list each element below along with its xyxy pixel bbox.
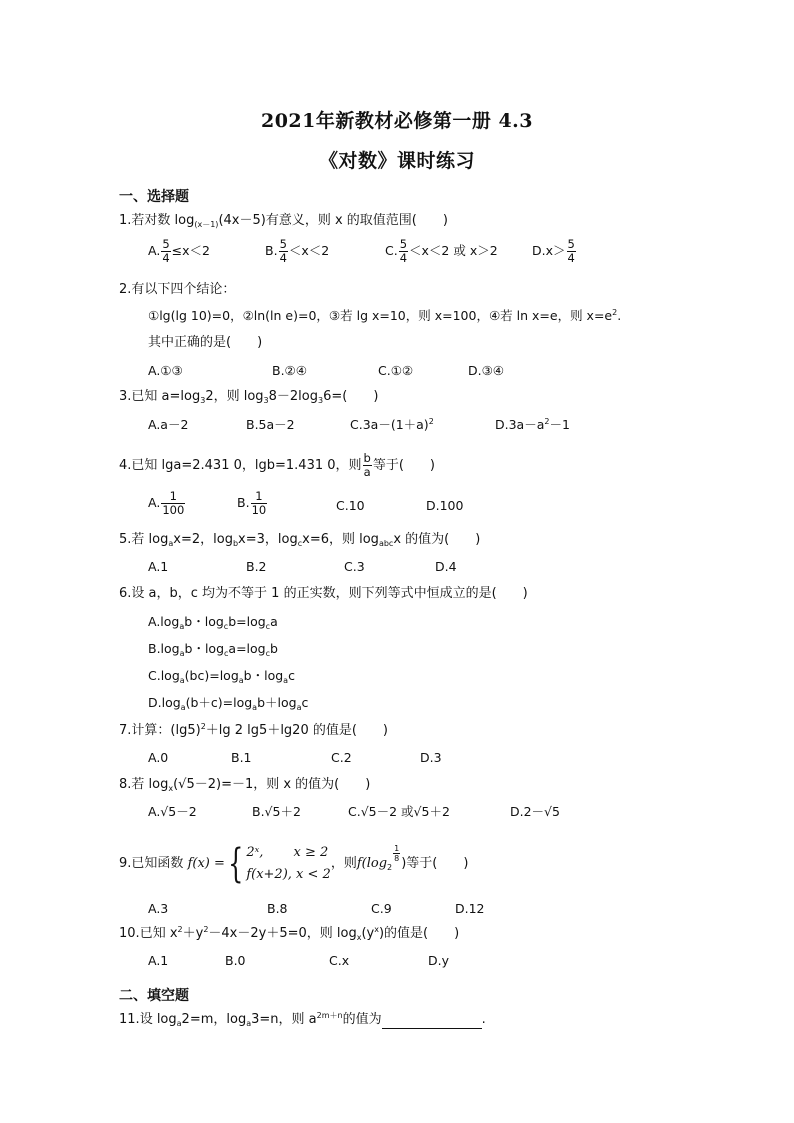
frac-num: 1: [394, 844, 400, 853]
q3-sub: 3: [318, 396, 324, 405]
frac-den: 4: [399, 251, 408, 265]
q1-option-a: [148, 238, 210, 265]
question-number: 4.: [119, 458, 132, 473]
q1-option-c: [385, 238, 498, 265]
question-4: [119, 452, 435, 479]
q6-text: b＋log: [257, 695, 297, 710]
frac-den: a: [363, 465, 371, 479]
frac-num: 1: [251, 490, 268, 504]
q10-sup: x: [374, 925, 379, 934]
question-7: [119, 722, 388, 740]
q1-optA-rest: ≤x＜2: [171, 243, 210, 258]
q3-text: 6=( ): [323, 389, 379, 404]
q6-text: c: [288, 668, 295, 683]
q6-option-c: [148, 667, 295, 685]
q8-option-b: B.√5＋2: [252, 804, 301, 819]
frac-num: b: [363, 451, 371, 465]
q1-optD-label: D.x＞: [532, 243, 566, 258]
q10-sub: x: [356, 933, 362, 942]
q3-text: 8－2log: [268, 389, 319, 404]
q5-option-b: B.2: [246, 559, 267, 574]
q11-sub: a: [176, 1019, 182, 1028]
q8-text: 若 log: [131, 777, 169, 792]
q10-option-d: D.y: [428, 953, 449, 968]
fraction: [393, 844, 400, 863]
q2-prompt: 其中正确的是( ): [148, 335, 263, 350]
q9-case-1: 2ˣ, x ≥ 2: [246, 844, 329, 860]
question-number: 9.: [119, 856, 132, 871]
question-9: [119, 840, 468, 888]
q4-option-a: [148, 490, 186, 517]
q8-option-d: D.2－√5: [510, 804, 560, 819]
q5-sub: abc: [378, 539, 394, 548]
q6-sub: c: [224, 649, 229, 658]
q6-text: a=log: [228, 641, 266, 656]
q6-text: a: [270, 614, 278, 629]
q2-statement-text: ①lg(lg 10)=0，②ln(ln e)=0，③若 lg x=10，则 x=100，④若 ln x=e，则 x=e: [148, 308, 613, 323]
q6-text: A.log: [148, 614, 180, 629]
frac-den: 8: [394, 854, 400, 863]
q6-text: C.log: [148, 668, 180, 683]
page-subtitle: 《对数》课时练习: [318, 150, 475, 172]
q3-option-d: [495, 416, 570, 434]
q10-text: －4x－2y＋5=0，则 log: [208, 926, 357, 941]
q3-option-c: [350, 416, 434, 434]
q1-option-b: [265, 238, 329, 265]
q8-text-end: (√5－2)=－1，则 x 的值为( ): [173, 777, 371, 792]
q7-sup: 2: [200, 722, 206, 731]
q5-text: x=2，log: [173, 532, 233, 547]
q5-text: x=3，log: [238, 532, 298, 547]
fraction: [161, 490, 185, 517]
q6-text: b: [270, 641, 278, 656]
q6-text: b・log: [184, 641, 225, 656]
q10-text-end: )的值是( ): [378, 926, 460, 941]
q2-statements: [148, 307, 621, 325]
question-8: [119, 776, 370, 794]
q11-text: 2=m，log: [181, 1012, 247, 1027]
q1-text-end: (4x－5)有意义，则 x 的取值范围( ): [218, 213, 448, 228]
q7-option-d: D.3: [420, 750, 442, 765]
q7-option-a: A.0: [148, 750, 169, 765]
q3-option-a: A.a－2: [148, 417, 189, 432]
q2-text: 有以下四个结论：: [131, 282, 236, 297]
q6-text: b・log: [184, 614, 224, 629]
fraction: [363, 452, 372, 479]
q9-sub: 2: [387, 863, 393, 872]
q6-sub: a: [179, 649, 185, 658]
q6-text: b=log: [228, 614, 266, 629]
q7-option-c: C.2: [331, 750, 352, 765]
q4-text: 已知 lga=2.431 0，lgb=1.431 0，则: [131, 458, 362, 473]
q3-text: 已知 a=log: [131, 389, 201, 404]
q6-sub: a: [252, 703, 258, 712]
q6-text: 设 a，b，c 均为不等于 1 的正实数，则下列等式中恒成立的是( ): [131, 586, 528, 601]
q10-text: 已知 x: [139, 926, 178, 941]
q5-sub: a: [168, 539, 174, 548]
q3-text: 2，则 log: [205, 389, 264, 404]
q1-optB-rest: ＜x＜2: [288, 243, 330, 258]
q6-sub: c: [223, 622, 229, 631]
q7-text-end: ＋lg 2 lg5＋lg20 的值是( ): [205, 723, 388, 738]
question-6: [119, 585, 528, 603]
q8-sub: x: [168, 784, 174, 793]
q6-text: c: [301, 695, 309, 710]
fraction: [279, 238, 288, 265]
q2-period: .: [617, 308, 622, 323]
q6-sub: a: [296, 703, 302, 712]
section-heading-choice: 一、选择题: [119, 189, 189, 205]
q4-option-c: C.10: [336, 498, 365, 513]
question-number: 1.: [119, 213, 132, 228]
question-number: 10.: [119, 926, 140, 941]
q4-optB-label: B.: [237, 495, 250, 510]
frac-den: 10: [251, 503, 267, 517]
q4-optA-label: A.: [148, 495, 161, 510]
q4-text-end: 等于( ): [372, 458, 435, 473]
q5-option-a: A.1: [148, 559, 169, 574]
q4-option-b: [237, 490, 268, 517]
frac-num: 5: [567, 237, 575, 251]
q11-sub: a: [246, 1019, 252, 1028]
q9-option-d: D.12: [455, 901, 485, 916]
frac-num: 1: [161, 490, 185, 504]
question-2: [119, 281, 235, 299]
q9-text-end: )等于( ): [401, 856, 469, 871]
question-3: [119, 388, 378, 406]
q6-sub: c: [265, 622, 271, 631]
question-number: 3.: [119, 389, 132, 404]
question-number: 2.: [119, 282, 132, 297]
frac-num: 5: [279, 237, 287, 251]
q6-text: (b＋c)=log: [185, 695, 253, 710]
q10-option-a: A.1: [148, 953, 169, 968]
q6-sub: a: [180, 703, 186, 712]
frac-num: 5: [162, 237, 170, 251]
q6-sub: a: [179, 676, 185, 685]
q5-text: x 的值为( ): [393, 532, 481, 547]
piecewise-brace-icon: {: [227, 840, 244, 887]
q3-optD-text: D.3a－a: [495, 417, 545, 432]
q9-text: 已知函数: [131, 856, 184, 871]
q5-text: 若 log: [131, 532, 169, 547]
question-number: 11.: [119, 1012, 140, 1027]
fraction: [567, 238, 576, 265]
piecewise-cases: [246, 842, 330, 886]
q7-text: 计算：(lg5): [131, 723, 201, 738]
q10-text: (y: [361, 926, 375, 941]
q11-text: 设 log: [139, 1012, 177, 1027]
section-heading-fill: 二、填空题: [119, 988, 189, 1004]
q10-option-b: B.0: [225, 953, 246, 968]
question-5: [119, 531, 480, 549]
q2-sup: 2: [612, 308, 618, 317]
q3-option-b: B.5a－2: [246, 417, 295, 432]
q1-text: 若对数 log: [131, 213, 195, 228]
q6-sub: a: [179, 622, 185, 631]
q6-sub: a: [283, 676, 289, 685]
question-number: 7.: [119, 723, 132, 738]
q2-option-c: C.①②: [378, 363, 414, 378]
frac-den: 4: [162, 251, 170, 265]
q3-optD-text-end: －1: [549, 417, 570, 432]
frac-den: 4: [567, 251, 575, 265]
q7-option-b: B.1: [231, 750, 252, 765]
frac-den: 4: [279, 251, 287, 265]
answer-blank[interactable]: [382, 1014, 482, 1029]
q1-optB-label: B.: [265, 243, 278, 258]
q1-sub: (x－1): [194, 220, 219, 229]
page-title: 2021年新教材必修第一册 4.3: [260, 110, 534, 132]
q3-sub: 3: [200, 396, 206, 405]
q3-optC-sup: 2: [428, 417, 434, 426]
q9-text: ，则: [330, 856, 357, 871]
q10-text: ＋y: [182, 926, 204, 941]
q6-sub: c: [265, 649, 271, 658]
fraction: [399, 238, 408, 265]
q6-sub: a: [238, 676, 244, 685]
q9-function: f(x) =: [187, 856, 225, 871]
q11-period: .: [481, 1012, 486, 1027]
q2-option-b: B.②④: [272, 363, 307, 378]
q5-text: x=6，则 log: [302, 532, 379, 547]
question-number: 8.: [119, 777, 132, 792]
question-1: [119, 212, 448, 230]
q1-optC-label: C.: [385, 243, 398, 258]
q6-text: B.log: [148, 641, 180, 656]
q6-text: b・log: [243, 668, 284, 683]
q5-sub: b: [232, 539, 239, 548]
frac-den: 100: [162, 503, 185, 517]
q9-option-c: C.9: [371, 901, 392, 916]
q11-text: 3=n，则 a: [251, 1012, 317, 1027]
question-11: [119, 1011, 486, 1029]
question-number: 6.: [119, 586, 132, 601]
question-number: 5.: [119, 532, 132, 547]
q6-option-b: [148, 640, 278, 658]
q5-option-c: C.3: [344, 559, 365, 574]
q3-optC-text: C.3a－(1＋a): [350, 417, 429, 432]
q1-optA-label: A.: [148, 243, 161, 258]
q6-text: (bc)=log: [184, 668, 239, 683]
question-10: [119, 925, 459, 943]
q8-option-c: C.√5－2 或√5＋2: [348, 804, 450, 819]
q10-sup: 2: [177, 925, 183, 934]
q3-sub: 3: [263, 396, 269, 405]
q11-sup: 2m＋n: [316, 1011, 343, 1020]
fraction: [161, 238, 170, 265]
q2-option-a: A.①③: [148, 363, 183, 378]
q6-option-d: [148, 694, 308, 712]
q9-case-2: f(x+2), x < 2: [246, 866, 331, 882]
q9-option-a: A.3: [148, 901, 169, 916]
q4-option-d: D.100: [426, 498, 464, 513]
q11-text: 的值为: [342, 1012, 382, 1027]
q9-option-b: B.8: [267, 901, 288, 916]
q2-option-d: D.③④: [468, 363, 505, 378]
q3-optD-sup: 2: [544, 417, 550, 426]
q8-option-a: A.√5－2: [148, 804, 197, 819]
q6-option-a: [148, 613, 278, 631]
q6-text: D.log: [148, 695, 181, 710]
frac-num: 5: [399, 237, 408, 251]
q1-option-d: [532, 238, 577, 265]
q10-option-c: C.x: [329, 953, 350, 968]
q10-sup: 2: [203, 925, 209, 934]
q1-optC-rest: ＜x＜2 或 x＞2: [409, 243, 498, 258]
q5-option-d: D.4: [435, 559, 457, 574]
q5-sub: c: [297, 539, 303, 548]
fraction: [251, 490, 268, 517]
q9-text: f(log: [356, 856, 388, 871]
